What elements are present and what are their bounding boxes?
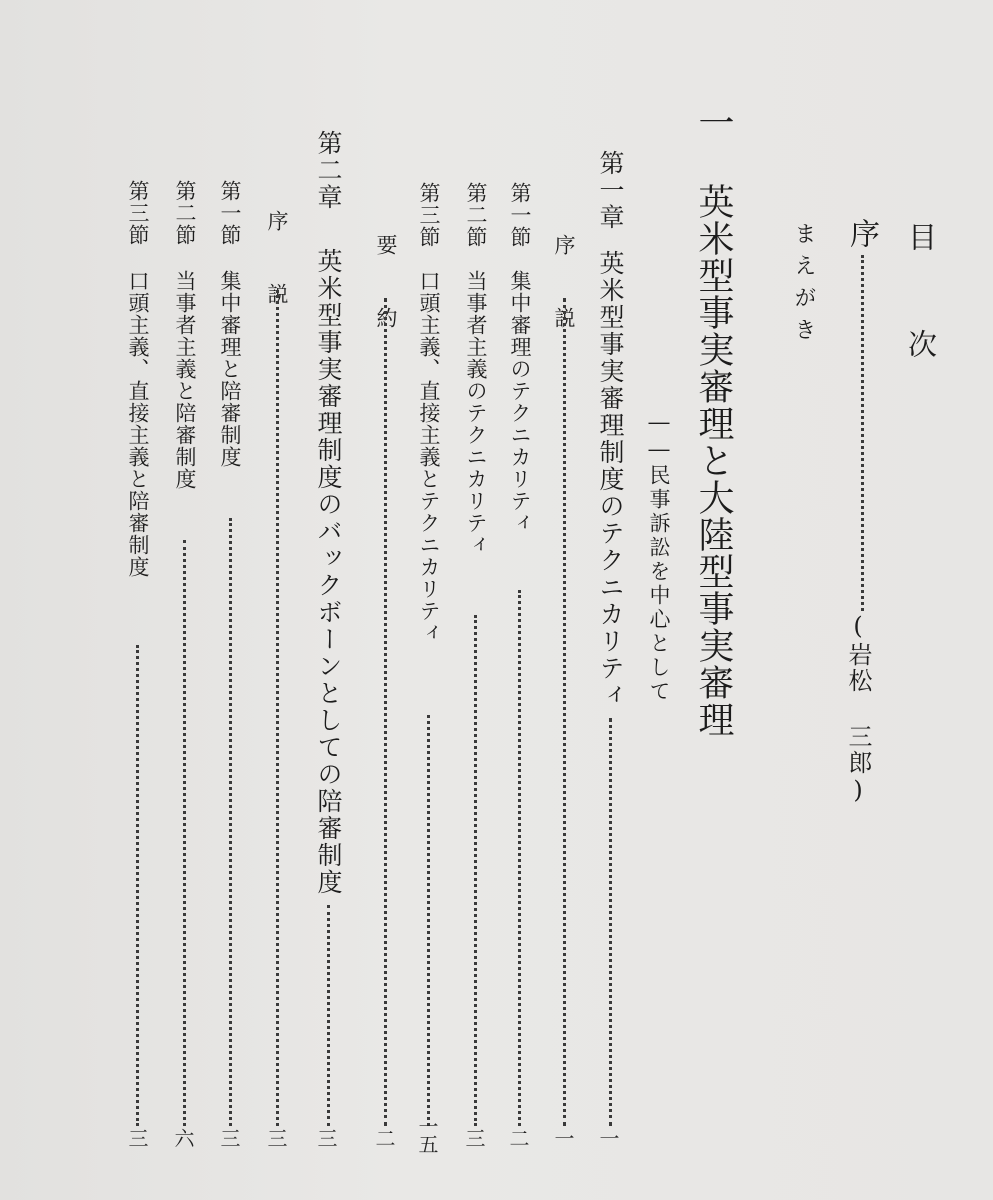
ch1-s3-label: 第三節: [417, 182, 441, 248]
ch2-s2-label: 第二節: [173, 180, 197, 246]
part1-subtitle: ――民事訴訟を中心として: [647, 410, 671, 704]
ch2-page-number: 三: [314, 1128, 338, 1146]
ch1-intro-page-number: 一: [551, 1128, 575, 1146]
ch2-title: 英米型事実審理制度のバックボーンとしての陪審制度: [314, 248, 343, 896]
ch2-s1-page-number: 三: [217, 1128, 241, 1146]
ch2-intro-label: 序 説: [265, 210, 289, 318]
ch2-s1-label: 第一節: [218, 180, 242, 246]
ch1-s2-title: 当事者主義のテクニカリティ: [464, 270, 488, 556]
ch1-s1-leader: [518, 590, 525, 1126]
ch2-s2-page-number: 六: [171, 1128, 195, 1146]
ch2-intro-leader: [276, 290, 283, 1126]
ch1-summary-label: 要 約: [374, 234, 398, 342]
ch2-s1-leader: [229, 518, 236, 1126]
ch2-s2-leader: [183, 540, 190, 1126]
ch1-s2-label: 第二節: [464, 182, 488, 248]
ch1-s3-page-number: 一五: [415, 1116, 439, 1152]
ch1-s2-page-number: 三: [462, 1128, 486, 1146]
preface-leader: [861, 255, 868, 611]
ch2-s3-label: 第三節: [126, 180, 150, 246]
ch1-s3-title: 口頭主義、直接主義とテクニカリティ: [417, 270, 441, 644]
ch1-s1-label: 第一節: [508, 182, 532, 248]
ch1-s1-title: 集中審理のテクニカリティ: [508, 270, 532, 534]
ch1-summary-leader: [384, 298, 391, 1126]
preface-author: (岩松 三郎): [844, 612, 872, 806]
ch1-leader: [609, 718, 616, 1126]
ch1-page-number: 一: [596, 1128, 620, 1146]
ch2-intro-page-number: 三: [264, 1128, 288, 1146]
ch1-s1-page-number: 二: [506, 1128, 530, 1146]
ch2-leader: [327, 905, 334, 1126]
ch2-label: 第二章: [314, 130, 343, 211]
ch2-s1-title: 集中審理と陪審制度: [218, 270, 242, 468]
preface-label: 序: [844, 218, 879, 248]
ch1-label: 第一章: [596, 150, 625, 231]
ch1-title: 英米型事実審理制度のテクニカリティ: [596, 250, 625, 709]
ch2-s3-leader: [136, 645, 143, 1126]
foreword-label: まえがき: [791, 222, 816, 350]
part1-title: 一 英米型事実審理と大陸型事実審理: [693, 104, 734, 738]
ch1-summary-page-number: 二: [372, 1128, 396, 1146]
ch2-s3-page-number: 三: [125, 1128, 149, 1146]
ch2-s2-title: 当事者主義と陪審制度: [173, 270, 197, 490]
ch2-s3-title: 口頭主義、直接主義と陪審制度: [126, 270, 150, 578]
toc-title: 目 次: [904, 222, 938, 380]
ch1-s3-leader: [427, 715, 434, 1126]
ch1-intro-leader: [563, 298, 570, 1126]
ch1-s2-leader: [474, 615, 481, 1126]
ch1-intro-label: 序 説: [552, 234, 576, 342]
